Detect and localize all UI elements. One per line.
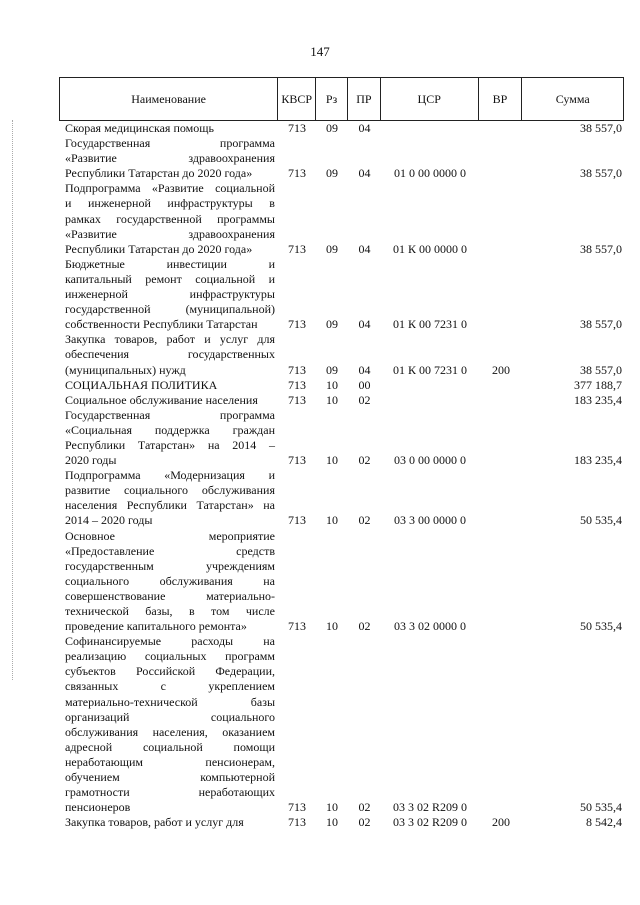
header-csr: ЦСР	[381, 78, 479, 120]
name-line: субъектов Российской Федерации,	[65, 664, 275, 679]
cell-kvsr: 713	[288, 815, 306, 830]
name-line: государственным учреждениям	[65, 558, 275, 573]
cell-kvsr: 713	[288, 377, 306, 392]
cell-vr: 200	[492, 362, 510, 377]
cell-kvsr: 713	[288, 166, 306, 181]
cell-csr: 03 3 02 0000 0	[394, 619, 466, 634]
header-pr: ПР	[348, 78, 381, 120]
cell-rz: 10	[326, 800, 338, 815]
table-header	[59, 77, 624, 121]
name-line: «Предоставление средств	[65, 543, 275, 558]
cell-pr: 02	[358, 513, 371, 528]
name-line: Республики Татарстан» на 2014 –	[65, 437, 275, 452]
table-row	[59, 408, 624, 468]
cell-rz: 10	[326, 815, 338, 830]
cell-pr: 04	[358, 317, 371, 332]
header-vr: ВР	[479, 78, 523, 120]
cell-csr: 01 К 00 7231 0	[392, 362, 467, 377]
name-line: Республики Татарстан до 2020 года»	[65, 241, 253, 256]
name-line: государственной (муниципальной)	[65, 302, 275, 317]
name-line: грамотности неработающих	[65, 785, 275, 800]
name-line: «Развитие здравоохранения	[65, 151, 275, 166]
cell-name	[59, 257, 278, 332]
cell-sum: 38 557,0	[580, 241, 622, 256]
cell-pr: 02	[358, 392, 371, 407]
name-line: капитальный ремонт социальной и	[65, 271, 275, 286]
name-line: Подпрограмма «Развитие социальной	[65, 181, 275, 196]
name-line: Государственная программа	[65, 407, 275, 422]
table-row	[59, 393, 624, 408]
name-line: 2020 годы	[65, 453, 117, 468]
name-line: населения Республики Татарстан» на	[65, 498, 275, 513]
cell-rz: 09	[326, 362, 338, 377]
cell-kvsr: 713	[288, 392, 306, 407]
cell-sum: 38 557,0	[580, 166, 622, 181]
name-line: Софинансируемые расходы на	[65, 634, 275, 649]
cell-pr: 00	[358, 377, 371, 392]
name-line: пенсионеров	[65, 800, 131, 815]
cell-kvsr: 713	[288, 453, 306, 468]
name-line: проведение капитального ремонта»	[65, 619, 247, 634]
cell-name	[59, 332, 278, 377]
cell-name	[59, 529, 278, 635]
header-kvsr: КВСР	[278, 78, 316, 120]
cell-pr: 04	[358, 362, 371, 377]
cell-csr: 03 0 00 0000 0	[394, 453, 466, 468]
cell-csr: 01 0 00 0000 0	[394, 166, 466, 181]
table-row	[59, 181, 624, 256]
name-line: Закупка товаров, работ и услуг для	[65, 815, 244, 830]
cell-rz: 10	[326, 377, 338, 392]
table-row	[59, 468, 624, 528]
cell-sum: 8 542,4	[586, 815, 622, 830]
name-line: СОЦИАЛЬНАЯ ПОЛИТИКА	[65, 377, 218, 392]
cell-rz: 09	[326, 241, 338, 256]
cell-pr: 02	[358, 619, 371, 634]
cell-kvsr: 713	[288, 121, 306, 135]
name-line: Социальное обслуживание населения	[65, 392, 258, 407]
cell-name	[59, 378, 278, 393]
cell-pr: 02	[358, 453, 371, 468]
cell-csr: 03 3 02 R209 0	[392, 800, 467, 815]
name-line: 2014 – 2020 годы	[65, 513, 153, 528]
cell-name	[59, 634, 278, 815]
cell-rz: 09	[326, 166, 338, 181]
name-line: «Развитие здравоохранения	[65, 226, 275, 241]
cell-kvsr: 713	[288, 619, 306, 634]
name-line: неработающим пенсионерам,	[65, 754, 275, 769]
name-line: развитие социального обслуживания	[65, 483, 275, 498]
header-rz: Рз	[316, 78, 348, 120]
name-line: организаций социального	[65, 709, 275, 724]
table-row	[59, 121, 624, 136]
cell-sum: 183 235,4	[574, 392, 622, 407]
name-line: Республики Татарстан до 2020 года»	[65, 166, 253, 181]
cell-kvsr: 713	[288, 513, 306, 528]
name-line: Закупка товаров, работ и услуг для	[65, 332, 275, 347]
cell-sum: 38 557,0	[580, 317, 622, 332]
table-row	[59, 257, 624, 332]
cell-pr: 02	[358, 800, 371, 815]
cell-pr: 04	[358, 241, 371, 256]
cell-name	[59, 815, 278, 830]
cell-rz: 09	[326, 121, 338, 135]
table-row	[59, 634, 624, 815]
name-line: реализацию социальных программ	[65, 649, 275, 664]
cell-csr: 03 3 00 0000 0	[394, 513, 466, 528]
name-line: Государственная программа	[65, 136, 275, 151]
name-line: материально-технической базы	[65, 694, 275, 709]
cell-name	[59, 408, 278, 468]
cell-kvsr: 713	[288, 317, 306, 332]
name-line: связанных с укреплением	[65, 679, 275, 694]
table-row	[59, 332, 624, 377]
name-line: собственности Республики Татарстан	[65, 317, 258, 332]
cell-csr: 01 К 00 0000 0	[392, 241, 467, 256]
name-line: совершенствование материально-	[65, 588, 275, 603]
margin-line	[12, 120, 13, 680]
cell-sum: 38 557,0	[580, 362, 622, 377]
cell-name	[59, 121, 278, 136]
cell-pr: 02	[358, 815, 371, 830]
name-line: социального обслуживания на	[65, 573, 275, 588]
name-line: (муниципальных) нужд	[65, 362, 186, 377]
cell-name	[59, 181, 278, 256]
cell-pr: 04	[358, 166, 371, 181]
cell-name	[59, 393, 278, 408]
cell-vr: 200	[492, 815, 510, 830]
cell-rz: 10	[326, 453, 338, 468]
name-line: рамках государственной программы	[65, 211, 275, 226]
table-row	[59, 815, 624, 830]
cell-sum: 50 535,4	[580, 513, 622, 528]
name-line: технической базы, в том числе	[65, 604, 275, 618]
name-line: обучением компьютерной	[65, 770, 275, 785]
cell-name	[59, 468, 278, 528]
name-line: обслуживания населения, оказанием	[65, 724, 275, 739]
cell-kvsr: 713	[288, 241, 306, 256]
name-line: Скорая медицинская помощь	[65, 121, 214, 135]
name-line: «Социальная поддержка граждан	[65, 422, 275, 437]
name-line: и инженерной инфраструктуры в	[65, 196, 275, 211]
header-sum: Сумма	[555, 91, 590, 106]
cell-sum: 377 188,7	[574, 377, 622, 392]
name-line: Бюджетные инвестиции и	[65, 256, 275, 271]
cell-csr: 01 К 00 7231 0	[392, 317, 467, 332]
cell-name	[59, 136, 278, 181]
cell-rz: 09	[326, 317, 338, 332]
name-line: обеспечения государственных	[65, 347, 275, 362]
name-line: инженерной инфраструктуры	[65, 287, 275, 302]
cell-kvsr: 713	[288, 362, 306, 377]
cell-sum: 38 557,0	[580, 121, 622, 135]
name-line: Основное мероприятие	[65, 528, 275, 543]
cell-rz: 10	[326, 513, 338, 528]
cell-csr: 03 3 02 R209 0	[392, 815, 467, 830]
table-row	[59, 378, 624, 393]
page-number: 147	[310, 44, 330, 59]
cell-sum: 50 535,4	[580, 619, 622, 634]
cell-pr: 04	[358, 121, 371, 135]
name-line: адресной социальной помощи	[65, 739, 275, 754]
table-row	[59, 529, 624, 635]
cell-rz: 10	[326, 392, 338, 407]
table-row	[59, 136, 624, 181]
cell-kvsr: 713	[288, 800, 306, 815]
cell-sum: 50 535,4	[580, 800, 622, 815]
cell-sum: 183 235,4	[574, 453, 622, 468]
table-body	[59, 121, 624, 830]
cell-rz: 10	[326, 619, 338, 634]
header-name: Наименование	[60, 78, 278, 120]
name-line: Подпрограмма «Модернизация и	[65, 468, 275, 483]
